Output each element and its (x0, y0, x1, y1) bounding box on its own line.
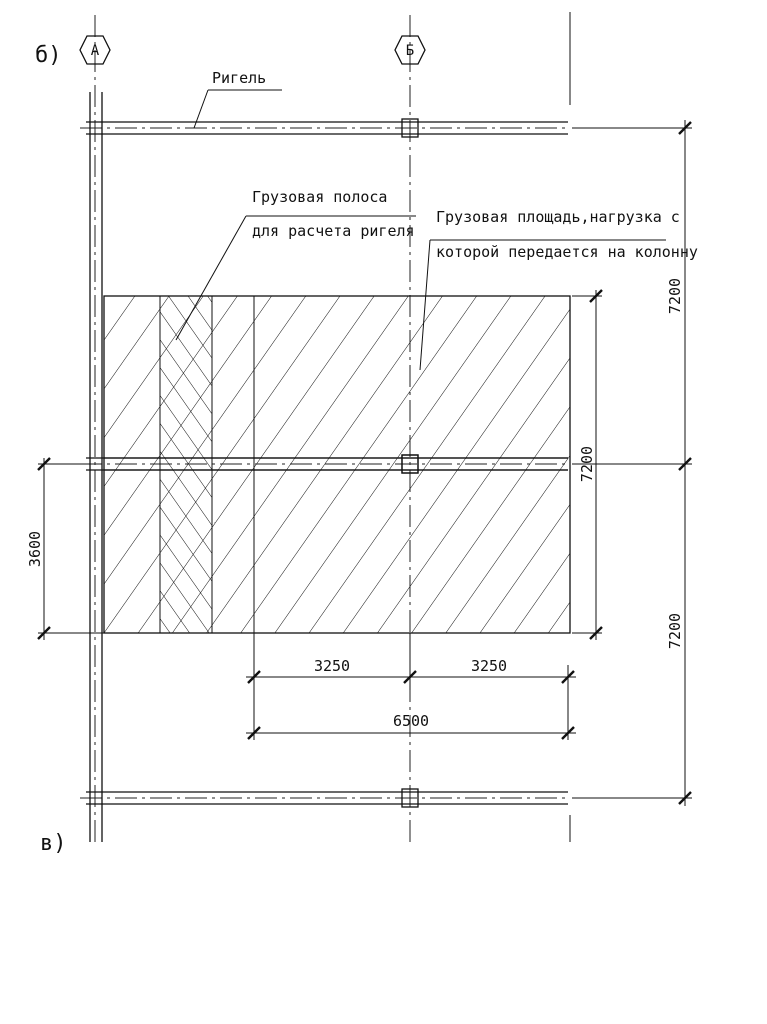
axis-a-label: А (90, 43, 100, 59)
girder-label: Ригель (212, 69, 267, 87)
area-height-value: 7200 (578, 445, 596, 483)
left-wall (90, 92, 102, 842)
half-right-value: 3250 (470, 657, 508, 675)
strip-width-value: 3600 (26, 530, 44, 568)
load-area-label-line1: Грузовая площадь,нагрузка с (436, 208, 680, 226)
load-strip (160, 296, 212, 633)
section-label: б) (35, 43, 62, 68)
half-left-value: 3250 (313, 657, 351, 675)
total-width-value: 6500 (392, 712, 430, 730)
load-area-label-line2: которой передается на колонну (436, 243, 698, 261)
span-lower-value: 7200 (666, 612, 684, 650)
span-upper-value: 7200 (666, 277, 684, 315)
load-strip-label-line2: для расчета ригеля (252, 222, 415, 240)
load-strip-label-line1: Грузовая полоса (252, 188, 388, 206)
axis-b-label: Б (405, 43, 415, 59)
next-section-label: в) (40, 831, 67, 856)
strip-width-dimension-line (38, 458, 104, 640)
